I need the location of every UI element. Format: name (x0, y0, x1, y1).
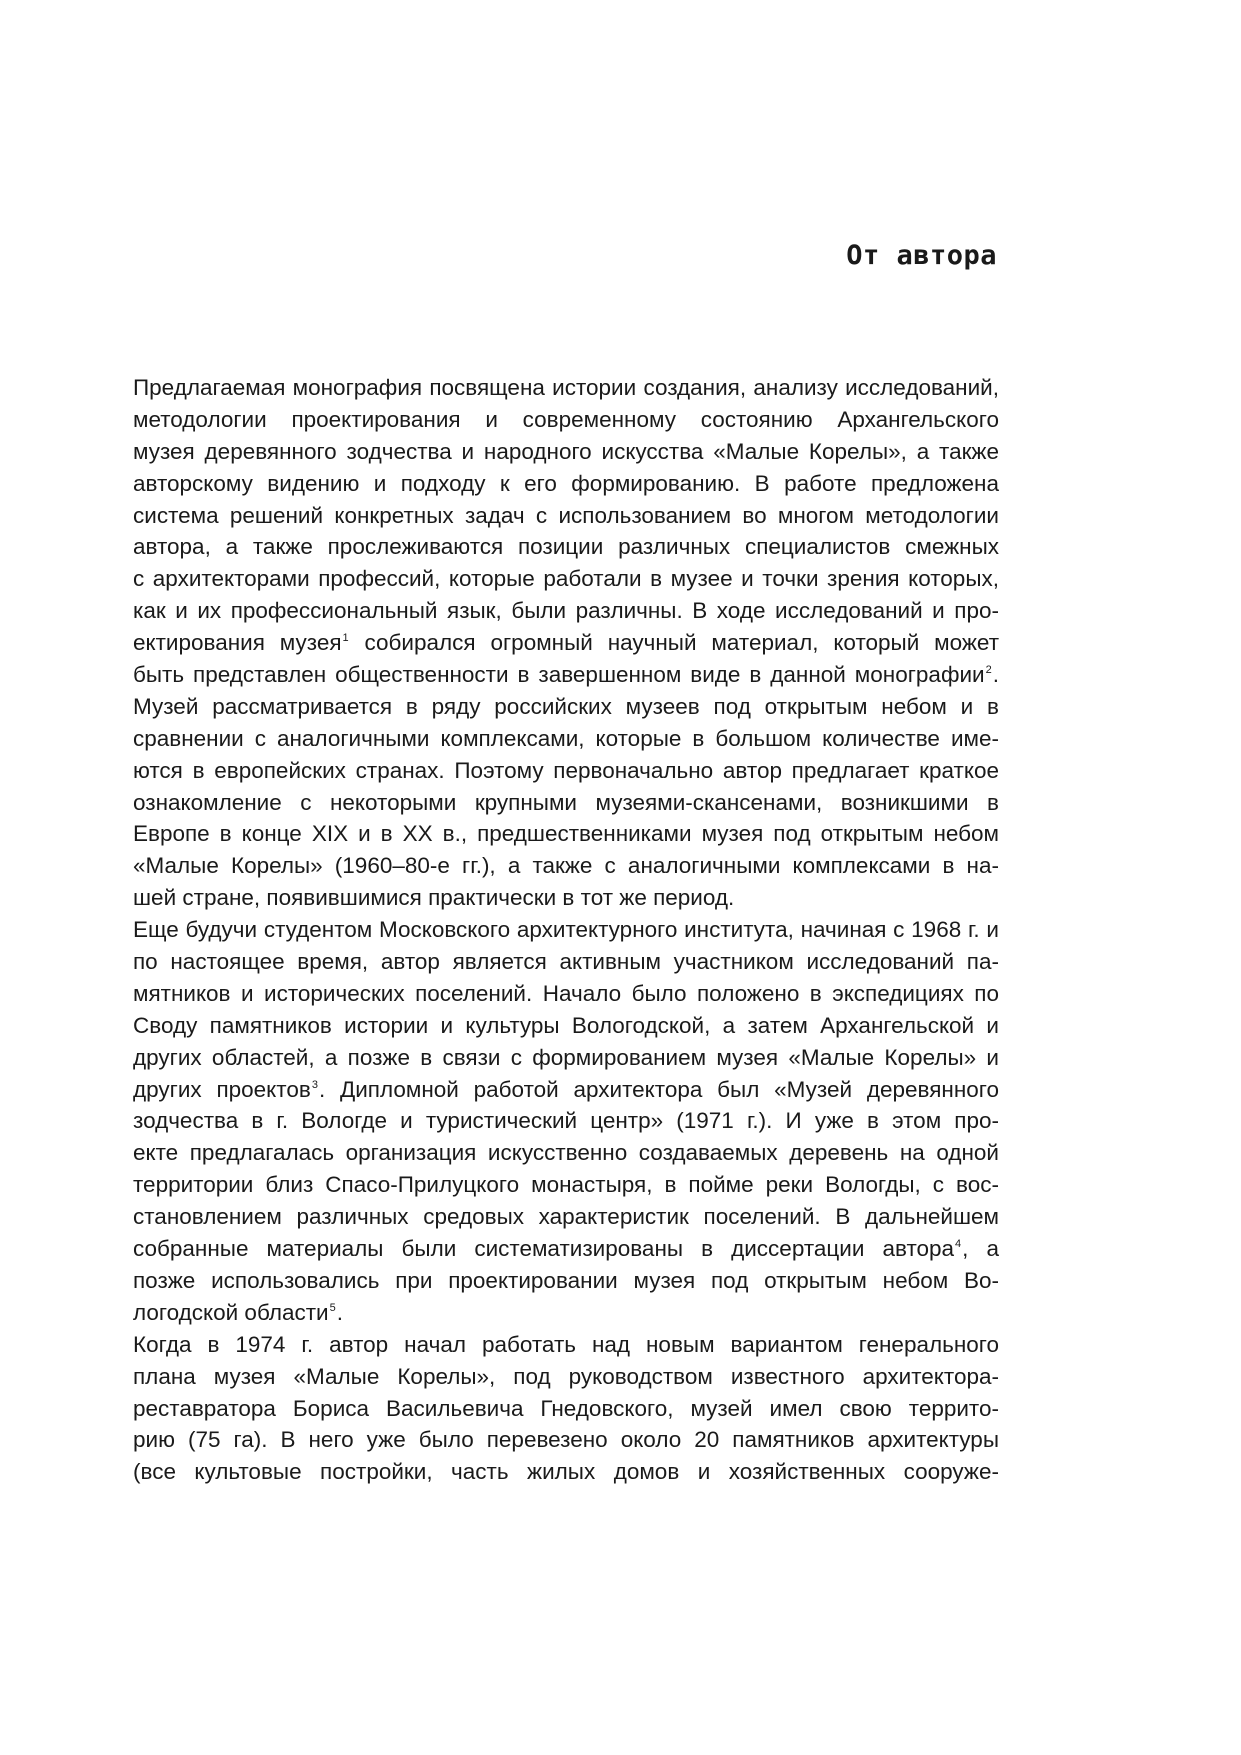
text-segment: других проектов (133, 1076, 311, 1102)
text-line (133, 659, 999, 691)
text-line (133, 468, 999, 500)
text-line (133, 882, 999, 914)
text-segment: Европе в конце XIX и в XX в., предшественниками музея под открытым небом (133, 821, 999, 847)
text-segment: становлением различных средовых характеристик поселений. В дальнейшем (133, 1204, 999, 1230)
text-line (133, 1265, 999, 1297)
footnote-marker[interactable]: 4 (955, 1238, 962, 1251)
text-segment: плана музея «Малые Корелы», под руководством известного архитектора- (133, 1363, 999, 1389)
page-title: От автора (846, 240, 997, 271)
text-segment: автора, а также прослеживаются позиции различных специалистов смежных (133, 534, 999, 560)
paragraph (133, 914, 999, 1329)
text-segment: позже использовались при проектировании музея под открытым небом Во- (133, 1267, 999, 1293)
text-line (133, 946, 999, 978)
footnote-marker[interactable]: 2 (985, 664, 992, 677)
text-line (133, 1297, 999, 1329)
text-segment: логодской области (133, 1299, 329, 1325)
text-segment: рию (75 га). В него уже было перевезено около 20 памятников архитектуры (133, 1427, 999, 1453)
text-segment: по настоящее время, автор является активным участником исследований па- (133, 949, 999, 975)
text-segment: Музей рассматривается в ряду российских музеев под открытым небом и в (133, 693, 999, 719)
text-segment: (все культовые постройки, часть жилых домов и хозяйственных сооруже- (133, 1459, 999, 1485)
text-line (133, 723, 999, 755)
text-segment: мятников и исторических поселений. Начало было положено в экспедициях по (133, 980, 999, 1006)
footnote-marker[interactable]: 3 (311, 1078, 318, 1091)
text-line (133, 755, 999, 787)
text-segment: Своду памятников истории и культуры Вологодской, а затем Архангельской и (133, 1012, 999, 1038)
text-line (133, 914, 999, 946)
text-line (133, 1456, 999, 1488)
text-segment: сравнении с аналогичными комплексами, которые в большом количестве име- (133, 725, 999, 751)
body-text (133, 372, 999, 1488)
text-line (133, 1329, 999, 1361)
text-segment: собирался огромный научный материал, который может (349, 630, 999, 656)
text-segment: ектирования музея (133, 630, 342, 656)
text-line (133, 1233, 999, 1265)
text-line (133, 978, 999, 1010)
text-line (133, 850, 999, 882)
text-line (133, 372, 999, 404)
text-segment: . (336, 1299, 343, 1325)
text-line (133, 595, 999, 627)
text-segment: зодчества в г. Вологде и туристический центр» (1971 г.). И уже в этом про- (133, 1108, 999, 1134)
text-line (133, 1424, 999, 1456)
text-segment: авторскому видению и подходу к его формированию. В работе предложена (133, 470, 999, 496)
text-segment: «Малые Корелы» (1960–80-е гг.), а также с аналогичными комплексами в на- (133, 853, 999, 879)
text-line (133, 404, 999, 436)
text-segment: быть представлен общественности в завершенном виде в данной монографии (133, 662, 985, 688)
text-segment: шей стране, появившимися практически в тот же период. (133, 885, 735, 911)
text-segment: . Дипломной работой архитектора был «Музей деревянного (318, 1076, 999, 1102)
text-segment: как и их профессиональный язык, были различны. В ходе исследований и про- (133, 598, 999, 624)
text-line (133, 1201, 999, 1233)
text-segment: реставратора Бориса Васильевича Гнедовского, музей имел свою террито- (133, 1395, 999, 1421)
text-line (133, 818, 999, 850)
text-line (133, 500, 999, 532)
text-segment: музея деревянного зодчества и народного искусства «Малые Корелы», а также (133, 438, 999, 464)
paragraph (133, 1329, 999, 1488)
text-line (133, 691, 999, 723)
text-segment: с архитекторами профессий, которые работали в музее и точки зрения которых, (133, 566, 999, 592)
text-line (133, 1074, 999, 1106)
text-segment: , а (962, 1236, 999, 1262)
text-line (133, 1010, 999, 1042)
text-segment: ются в европейских странах. Поэтому первоначально автор предлагает краткое (133, 757, 999, 783)
text-line (133, 1361, 999, 1393)
text-segment: территории близ Спасо-Прилуцкого монастыря, в пойме реки Вологды, с вос- (133, 1172, 999, 1198)
text-segment: екте предлагалась организация искусственно создаваемых деревень на одной (133, 1140, 999, 1166)
text-segment: . (992, 662, 999, 688)
footnote-marker[interactable]: 5 (329, 1301, 336, 1314)
text-line (133, 1137, 999, 1169)
text-segment: методологии проектирования и современному состоянию Архангельского (133, 406, 999, 432)
footnote-marker[interactable]: 1 (342, 632, 349, 645)
text-line (133, 627, 999, 659)
text-segment: Предлагаемая монография посвящена истории создания, анализу исследований, (133, 375, 999, 400)
text-line (133, 531, 999, 563)
text-segment: система решений конкретных задач с использованием во многом методологии (133, 502, 999, 528)
text-segment: собранные материалы были систематизированы в диссертации автора (133, 1236, 955, 1262)
text-line (133, 563, 999, 595)
text-line (133, 1169, 999, 1201)
text-line (133, 436, 999, 468)
text-segment: ознакомление с некоторыми крупными музеями-скансенами, возникшими в (133, 789, 999, 815)
text-line (133, 1042, 999, 1074)
text-segment: Когда в 1974 г. автор начал работать над новым вариантом генерального (133, 1331, 999, 1357)
text-segment: Еще будучи студентом Московского архитектурного института, начиная с 1968 г. и (133, 917, 999, 943)
text-line (133, 1105, 999, 1137)
text-segment: других областей, а позже в связи с формированием музея «Малые Корелы» и (133, 1044, 999, 1070)
text-line (133, 1393, 999, 1425)
text-line (133, 787, 999, 819)
paragraph (133, 372, 999, 914)
